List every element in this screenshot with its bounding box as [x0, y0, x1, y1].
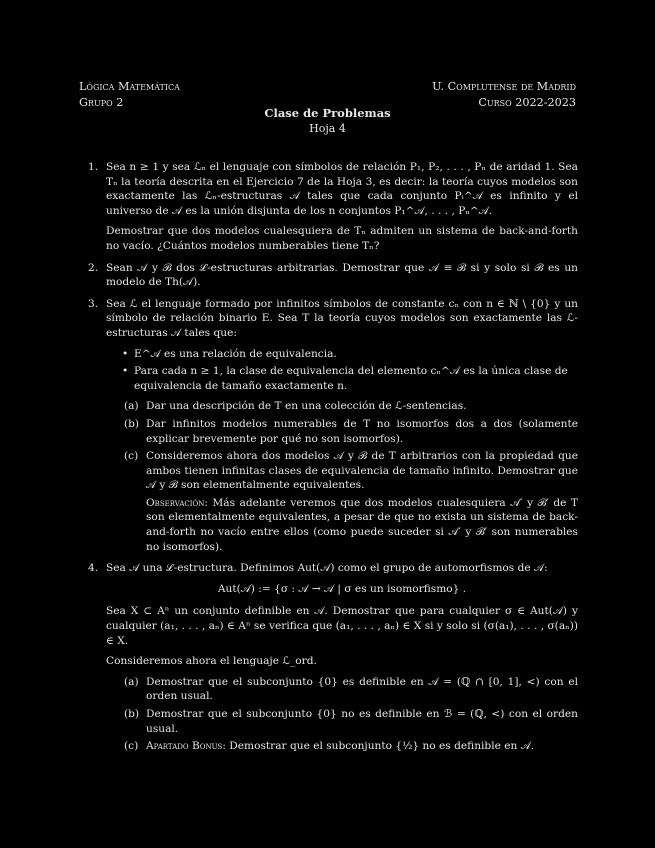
problem-text: Sea n ≥ 1 y sea ℒₙ el lenguaje con símbolos de relación P₁, P₂, . . . , Pₙ de aridad 1. Sea Tₙ la teoría descrita en el Ejercicio 7 de la Hoja 3, es decir: la teoría cuyos modelos son exactamente las ℒₙ-estructuras 𝒜 tales que cada conjunto Pᵢ^𝒜 es infinito y el universo de 𝒜 es la unión disjunta de los n conjuntos P₁^𝒜, . . . , Pₙ^𝒜.	[106, 161, 578, 217]
problem-1	[88, 160, 578, 254]
problem-text: Sean 𝒜 y ℬ dos ℒ-estructuras arbitrarias. Demostrar que 𝒜 ≡ ℬ si y solo si ℬ es un modelo de Th(𝒜).	[106, 261, 578, 289]
subitem-text: Dar una descripción de T en una colección de ℒ-sentencias.	[146, 400, 467, 413]
problem-text: Sea ℒ el lenguaje formado por infinitos símbolos de constante cₙ con n ∈ ℕ \ {0} y un símbolo de relación binario E. Sea T la teoría cuyos modelos son exactamente las ℒ-estructuras 𝒜 tales que:	[106, 297, 578, 339]
observation-label: Observación:	[146, 496, 208, 509]
subitem-label: (b)	[124, 417, 140, 430]
problem-text: Sea X ⊂ Aⁿ un conjunto definible en 𝒜. Demostrar que para cualquier σ ∈ Aut(𝒜) y cualquier (a₁, . . . , aₙ) ∈ Aⁿ se verifica que (a₁, . . . , aₙ) ∈ X si y solo si (σ(a₁), . . . , σ(aₙ)) ∈ X.	[106, 605, 578, 647]
problem-number: 4.	[88, 562, 99, 575]
problem-text: Sea 𝒜 una ℒ-estructura. Definimos Aut(𝒜) como el grupo de automorfismos de 𝒜:	[106, 562, 548, 575]
subitem-c	[106, 739, 578, 754]
problem-text: Consideremos ahora el lenguaje ℒ_ord.	[106, 655, 317, 668]
subitem-label: (b)	[124, 708, 140, 720]
bullet-list	[106, 347, 578, 394]
problem-number: 1.	[88, 161, 99, 173]
course-name: Lógica Matemática	[79, 80, 180, 93]
page-title: Clase de Problemas	[264, 106, 391, 120]
subitem-label: (a)	[124, 400, 139, 413]
problem-list	[88, 160, 578, 761]
bullet-text: Para cada n ≥ 1, la clase de equivalencia del elemento cₙ^𝒜 es la única clase de equivalencia de tamaño exactamente n.	[134, 365, 568, 392]
subitem-label: (c)	[124, 450, 139, 463]
bonus-title: Apartado Bonus:	[146, 740, 226, 753]
subitem-label: (a)	[124, 675, 139, 688]
display-formula: Aut(𝒜) := {σ : 𝒜 → 𝒜 | σ es un isomorfismo} .	[217, 582, 467, 595]
subitem-text: Consideremos ahora dos modelos 𝒜 y ℬ de T arbitrarios con la propiedad que ambos tienen infinitas clases de equivalencia de tamaño infinito. Demostrar que 𝒜 y ℬ son elementalmente equivalentes.	[146, 450, 578, 492]
bullet-icon: •	[122, 347, 129, 360]
problem-3	[88, 297, 578, 555]
subitem-text: Demostrar que el subconjunto {0} no es definible en ℬ = (ℚ, <) con el orden usual.	[146, 708, 578, 735]
subitem-a	[106, 399, 578, 414]
subitem-text: Demostrar que el subconjunto {½} no es definible en 𝒜.	[225, 740, 535, 753]
group-name: Grupo 2	[79, 95, 124, 109]
university-name: U. Complutense de Madrid	[432, 80, 576, 93]
header-row-1	[79, 79, 576, 95]
bullet-icon: •	[122, 365, 129, 378]
bullet-text: E^𝒜 es una relación de equivalencia.	[134, 347, 337, 360]
bullet-item	[122, 347, 578, 362]
subitem-c	[106, 449, 578, 493]
problem-4	[88, 561, 578, 754]
observation-text: Más adelante veremos que dos modelos cualesquiera 𝒜′ y ℬ′ de T son elementalmente equivalentes, a pesar de que no exista un sistema de back-and-forth no vacío entre ellos (como puede suceder si 𝒜′ y ℬ′ son numerables no isomorfos).	[146, 496, 578, 553]
subitem-b	[106, 707, 578, 736]
subitem-a	[106, 675, 578, 704]
problem-number: 3.	[88, 297, 99, 310]
academic-year: Curso 2022-2023	[478, 95, 576, 109]
problem-number: 2.	[88, 261, 99, 274]
page-subtitle: Hoja 4	[309, 122, 346, 135]
subitem-text: Dar infinitos modelos numerables de T no isomorfos dos a dos (solamente explicar brevemente por qué no son isomorfos).	[146, 417, 578, 445]
subitem-label: (c)	[124, 740, 139, 753]
bullet-item	[122, 364, 578, 393]
subitem-text: Demostrar que el subconjunto {0} es definible en 𝒜 = (ℚ ∩ [0, 1], <) con el orden usual.	[146, 675, 578, 703]
problem-text: Demostrar que dos modelos cualesquiera de Tₙ admiten un sistema de back-and-forth no vacío. ¿Cuántos modelos numberables tiene Tₙ?	[106, 225, 578, 252]
observation	[106, 496, 578, 554]
problem-2	[88, 261, 578, 290]
subitem-b	[106, 417, 578, 446]
